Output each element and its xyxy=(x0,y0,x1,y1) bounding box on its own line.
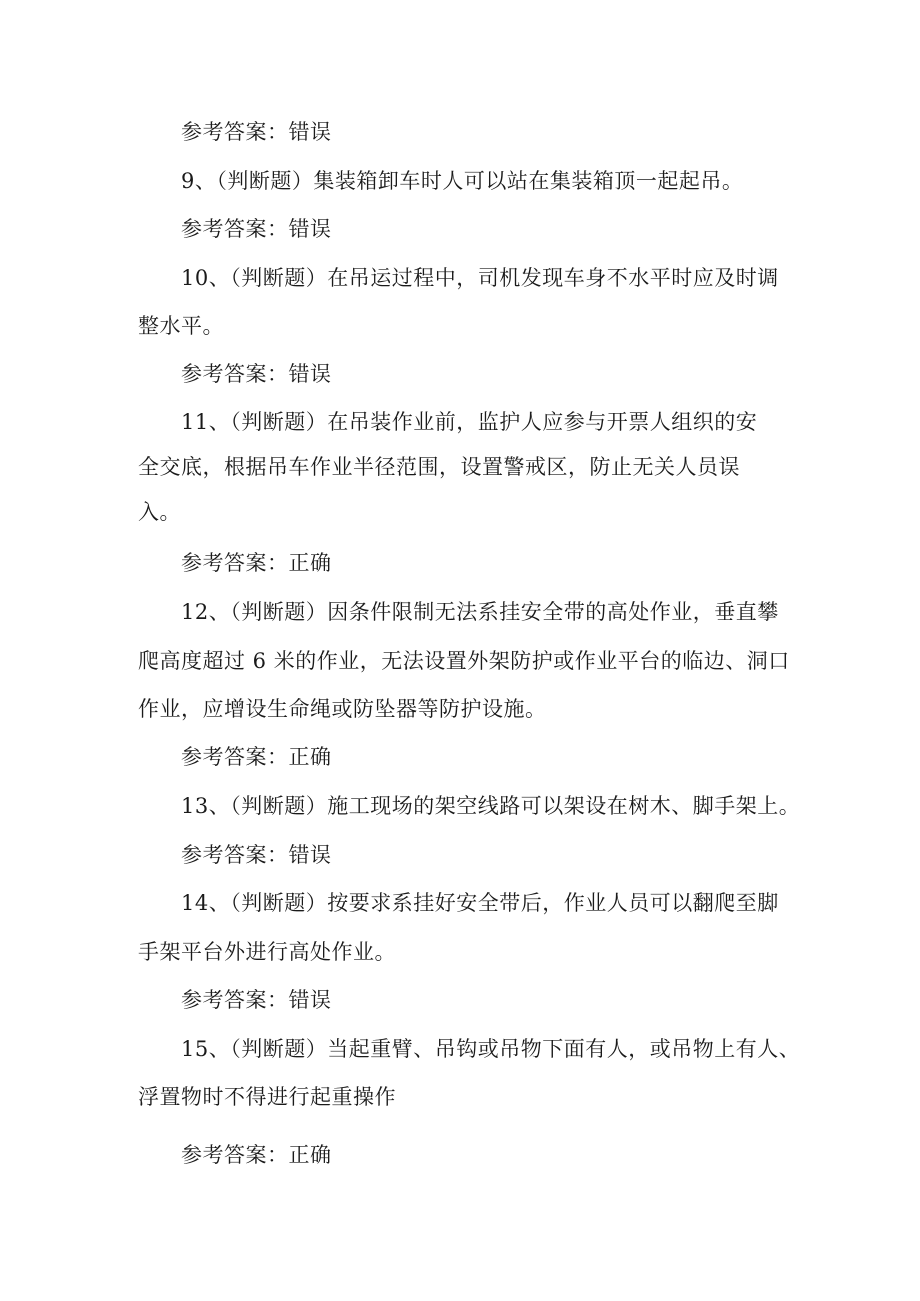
answer-line: 参考答案：错误 xyxy=(181,843,332,867)
answer-line: 参考答案：错误 xyxy=(181,217,332,241)
answer-line: 参考答案：正确 xyxy=(181,745,332,769)
question-14-line-1: 14、（判断题）按要求系挂好安全带后，作业人员可以翻爬至脚 xyxy=(181,891,779,915)
answer-line: 参考答案：错误 xyxy=(181,988,332,1012)
answer-line: 参考答案：错误 xyxy=(181,120,332,144)
question-11-line-1: 11、（判断题）在吊装作业前，监护人应参与开票人组织的安 xyxy=(181,410,758,434)
question-12-line-3: 作业，应增设生命绳或防坠器等防护设施。 xyxy=(138,697,547,721)
question-10-line-2: 整水平。 xyxy=(138,314,224,338)
question-11-line-2: 全交底，根据吊车作业半径范围，设置警戒区，防止无关人员误 xyxy=(138,455,740,479)
question-11-line-3: 入。 xyxy=(138,500,181,524)
answer-line: 参考答案：错误 xyxy=(181,362,332,386)
question-15-line-2: 浮置物时不得进行起重操作 xyxy=(138,1085,396,1109)
question-9-line-1: 9、（判断题）集装箱卸车时人可以站在集装箱顶一起起吊。 xyxy=(181,169,744,193)
question-10-line-1: 10、（判断题）在吊运过程中，司机发现车身不水平时应及时调 xyxy=(181,266,779,290)
question-15-line-1: 15、（判断题）当起重臂、吊钩或吊物下面有人，或吊物上有人、 xyxy=(181,1037,801,1061)
question-12-line-1: 12、（判断题）因条件限制无法系挂安全带的高处作业，垂直攀 xyxy=(181,600,779,624)
answer-line: 参考答案：正确 xyxy=(181,1143,332,1167)
question-13-line-1: 13、（判断题）施工现场的架空线路可以架设在树木、脚手架上。 xyxy=(181,794,801,818)
question-14-line-2: 手架平台外进行高处作业。 xyxy=(138,940,396,964)
answer-line: 参考答案：正确 xyxy=(181,551,332,575)
question-12-line-2: 爬高度超过 6 米的作业，无法设置外架防护或作业平台的临边、洞口 xyxy=(138,649,790,673)
